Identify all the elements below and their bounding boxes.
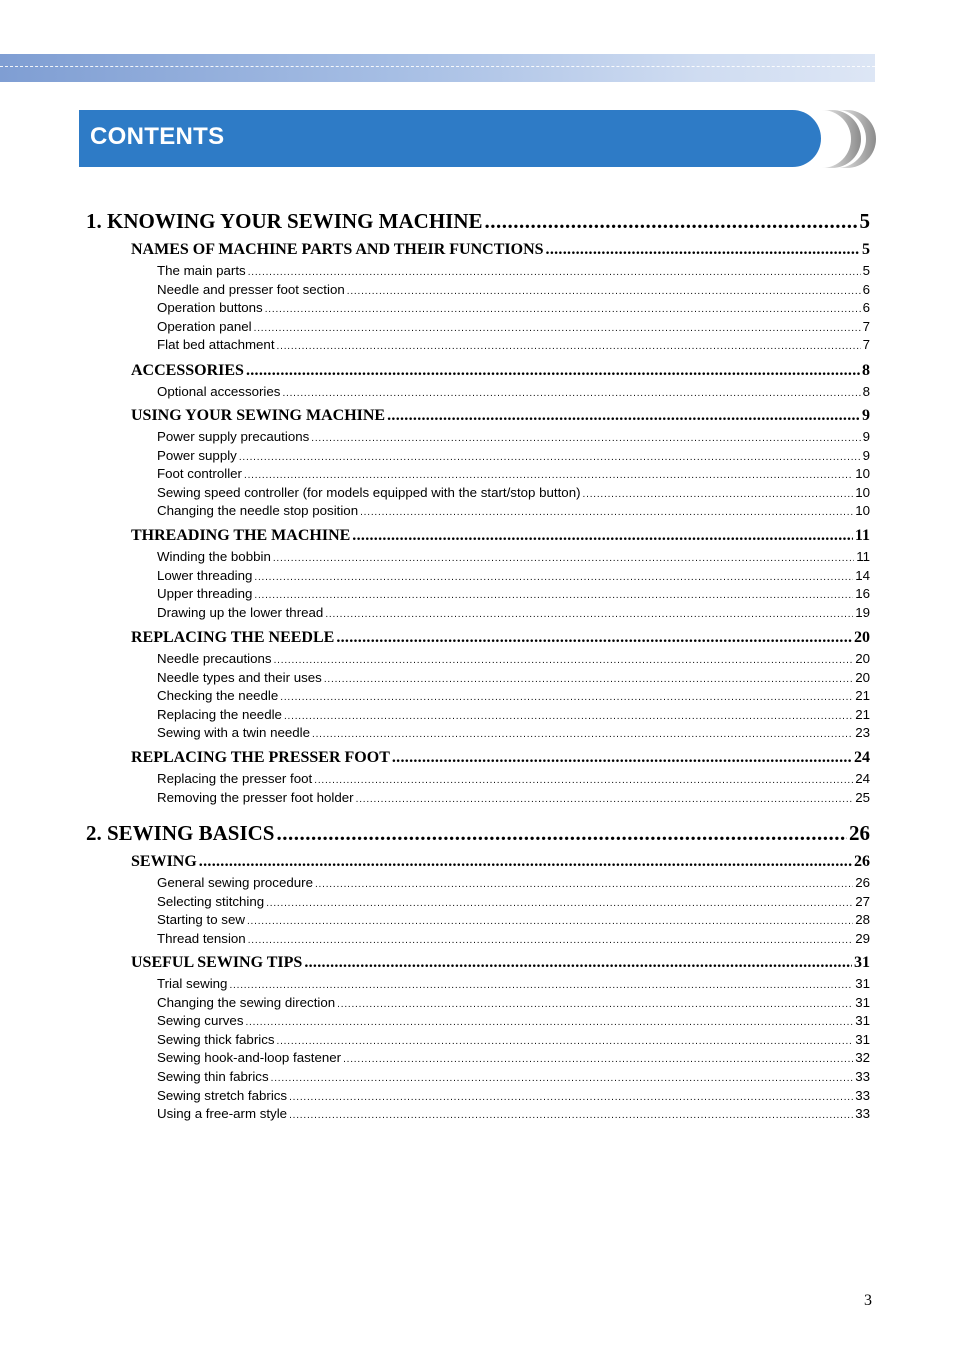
toc-item-entry[interactable] [157,300,870,315]
toc-section-entry-label: USING YOUR SEWING MACHINE [131,407,386,424]
toc-item-entry-label: Changing the sewing direction [157,994,336,1010]
toc-section-entry[interactable] [131,407,870,425]
toc-item-entry-label: Using a free-arm style [157,1106,288,1122]
dot-leader [284,711,853,722]
toc-item-entry-page-number: 25 [855,789,870,805]
toc-item-entry[interactable] [157,1106,870,1121]
toc-item-entry-page-number: 21 [855,688,870,704]
toc-item-entry[interactable] [157,503,870,518]
dot-leader [485,209,858,234]
toc-item-entry[interactable] [157,912,870,927]
dot-leader [352,527,853,545]
dot-leader [315,879,853,890]
toc-item-entry-page-number: 31 [855,976,870,991]
toc-item-entry-label: Sewing thin fabrics [157,1069,269,1084]
dot-leader [277,341,861,352]
toc-item-entry-page-number: 11 [856,549,870,564]
dot-leader [266,898,853,909]
toc-item-entry-page-number: 28 [855,912,870,928]
toc-section-entry-label: THREADING THE MACHINE [131,527,351,544]
toc-item-entry[interactable] [157,707,870,722]
toc-item-entry-page-number: 20 [855,651,870,666]
dot-leader [356,794,854,805]
toc-item-entry-label: The main parts [157,263,246,278]
toc-section-entry-page-number: 20 [854,629,870,646]
toc-item-entry-page-number: 23 [855,725,870,741]
toc-item-entry[interactable] [157,448,870,463]
toc-item-entry-page-number: 9 [862,447,870,463]
dot-leader [324,674,853,685]
dot-leader [325,609,853,620]
dot-leader [229,980,853,991]
toc-item-entry-page-number: 8 [862,384,870,399]
toc-item-entry[interactable] [157,485,870,500]
toc-chapter-entry[interactable] [86,821,870,846]
dot-leader [311,433,860,444]
toc-item-entry-page-number: 33 [855,1069,870,1084]
toc-section-entry-label: REPLACING THE PRESSER FOOT [131,749,390,766]
toc-section-entry[interactable] [131,241,870,259]
toc-section-entry-page-number: 11 [854,527,870,544]
toc-chapter-entry-page-number: 5 [859,209,870,233]
double-arc-decoration-icon [818,110,876,168]
header-band [0,54,875,82]
toc-section-entry-page-number: 8 [862,362,870,379]
toc-item-entry-page-number: 14 [855,567,870,583]
toc-item-entry-label: Optional accessories [157,384,281,399]
toc-section-entry[interactable] [131,629,870,647]
page-title: CONTENTS [90,123,225,150]
toc-item-entry-label: Flat bed attachment [157,337,275,353]
toc-item-entry[interactable] [157,263,870,278]
toc-chapter-entry[interactable] [86,209,870,234]
toc-item-entry-page-number: 20 [855,669,870,685]
toc-item-entry-label: Sewing with a twin needle [157,725,311,741]
toc-item-entry-label: Operation panel [157,318,252,334]
toc-item-entry-label: Winding the bobbin [157,549,271,564]
toc-item-entry-label: Sewing thick fabrics [157,1031,275,1047]
toc-item-entry[interactable] [157,429,870,444]
toc-item-entry[interactable] [157,586,870,601]
toc-item-entry-page-number: 6 [862,281,870,297]
toc-item-entry-label: Removing the presser foot holder [157,789,354,805]
dot-leader [254,323,861,334]
toc-item-entry-page-number: 19 [855,604,870,620]
dot-leader [289,1092,853,1103]
toc-section-entry[interactable] [131,362,870,380]
dot-leader [248,935,854,946]
toc-section-entry-page-number: 24 [854,749,870,766]
toc-item-entry-label: Thread tension [157,930,246,946]
toc-item-entry-page-number: 10 [855,484,870,500]
toc-item-entry-label: Needle precautions [157,651,272,666]
toc-item-entry-page-number: 31 [855,1031,870,1047]
dot-leader [199,853,852,871]
toc-item-entry[interactable] [157,466,870,481]
dot-leader [274,655,854,666]
toc-chapter-entry-label: 2. SEWING BASICS [86,821,275,845]
toc-item-entry[interactable] [157,771,870,786]
toc-item-entry-page-number: 33 [855,1087,870,1103]
toc-item-entry-page-number: 21 [855,706,870,722]
toc-item-entry-label: Sewing stretch fabrics [157,1087,288,1103]
toc-item-entry[interactable] [157,790,870,805]
toc-item-entry-label: Selecting stitching [157,893,265,909]
dot-leader [337,999,853,1010]
toc-item-entry-page-number: 9 [862,429,870,444]
toc-item-entry-page-number: 10 [855,466,870,482]
toc-item-entry-page-number: 5 [862,263,870,278]
toc-item-entry-page-number: 33 [855,1106,870,1122]
dot-leader [387,407,860,425]
dot-leader [245,1017,853,1028]
toc-item-entry-page-number: 31 [855,1013,870,1029]
toc-section-entry-label: ACCESSORIES [131,362,244,379]
dot-leader [546,241,860,259]
toc-item-entry-label: Lower threading [157,567,253,583]
toc-item-entry[interactable] [157,1088,870,1103]
toc-item-entry-page-number: 32 [855,1050,870,1066]
toc-section-entry-label: USEFUL SEWING TIPS [131,954,303,971]
toc-item-entry[interactable] [157,976,870,991]
dot-leader [304,954,852,972]
toc-section-entry[interactable] [131,527,870,545]
toc-item-entry[interactable] [157,549,870,564]
toc-item-entry-page-number: 31 [855,994,870,1010]
dot-leader [289,1110,853,1121]
toc-item-entry-label: Replacing the presser foot [157,771,313,786]
toc-item-entry[interactable] [157,931,870,946]
toc-item-entry-label: Checking the needle [157,688,279,704]
dot-leader [343,1054,853,1065]
toc-section-entry[interactable] [131,749,870,767]
toc-item-entry-page-number: 27 [855,893,870,909]
toc-section-entry-label: NAMES OF MACHINE PARTS AND THEIR FUNCTIONS [131,241,544,258]
toc-item-entry-page-number: 7 [862,337,870,353]
toc-item-entry-label: Power supply precautions [157,429,310,444]
contents-title-bar [79,110,821,167]
toc-chapter-entry-label: 1. KNOWING YOUR SEWING MACHINE [86,209,483,233]
toc-item-entry[interactable] [157,1032,870,1047]
dot-leader [314,775,853,786]
toc-item-entry[interactable] [157,1013,870,1028]
toc-section-entry-label: SEWING [131,853,197,870]
toc-item-entry-label: Power supply [157,447,237,463]
toc-section-entry-label: REPLACING THE NEEDLE [131,629,335,646]
toc-item-entry-label: Sewing curves [157,1013,244,1029]
dot-leader [239,452,861,463]
toc-item-entry-page-number: 16 [855,586,870,602]
toc-item-entry-label: Upper threading [157,586,253,602]
dot-leader [254,572,853,583]
dot-leader [271,1073,854,1084]
dot-leader [277,1036,854,1047]
dot-leader [312,729,853,740]
toc-item-entry-label: Changing the needle stop position [157,503,359,519]
dot-leader [273,553,854,564]
toc-item-entry[interactable] [157,688,870,703]
dot-leader [244,470,853,481]
toc-section-entry-page-number: 31 [854,954,870,971]
toc-item-entry[interactable] [157,725,870,740]
toc-item-entry-page-number: 29 [855,930,870,946]
dot-leader [360,507,853,518]
dot-leader [247,916,853,927]
toc-section-entry[interactable] [131,954,870,972]
toc-item-entry[interactable] [157,875,870,890]
toc-item-entry[interactable] [157,1050,870,1065]
toc-item-entry-page-number: 26 [855,875,870,890]
toc-item-entry-label: Sewing hook-and-loop fastener [157,1050,342,1066]
toc-item-entry[interactable] [157,319,870,334]
toc-item-entry-label: Drawing up the lower thread [157,604,324,620]
toc-item-entry[interactable] [157,282,870,297]
toc-item-entry-label: Replacing the needle [157,706,282,722]
dot-leader [280,692,853,703]
dot-leader [282,388,860,399]
toc-item-entry[interactable] [157,670,870,685]
toc-item-entry[interactable] [157,1069,870,1084]
toc-item-entry[interactable] [157,995,870,1010]
toc-section-entry-page-number: 26 [854,853,870,870]
toc-item-entry-label: Starting to sew [157,912,245,928]
dot-leader [392,749,852,767]
toc-item-entry-label: Foot controller [157,466,242,482]
toc-chapter-entry-page-number: 26 [849,821,870,845]
toc-item-entry-label: Needle and presser foot section [157,281,345,297]
toc-item-entry[interactable] [157,894,870,909]
toc-item-entry[interactable] [157,605,870,620]
toc-section-entry[interactable] [131,853,870,871]
toc-item-entry-label: General sewing procedure [157,875,313,890]
dot-leader [276,821,847,846]
dot-leader [583,489,854,500]
toc-section-entry-page-number: 9 [862,407,870,424]
dot-leader [254,590,853,601]
toc-item-entry[interactable] [157,384,870,399]
toc-item-entry-page-number: 24 [855,771,870,786]
toc-item-entry-label: Needle types and their uses [157,669,322,685]
toc-item-entry-page-number: 6 [862,300,870,316]
dot-leader [347,286,861,297]
toc-item-entry[interactable] [157,651,870,666]
toc-item-entry-page-number: 10 [855,503,870,519]
dot-leader [248,267,861,278]
toc-item-entry[interactable] [157,337,870,352]
toc-item-entry-page-number: 7 [862,318,870,334]
dot-leader [336,629,852,647]
toc-item-entry-label: Operation buttons [157,300,263,316]
toc-item-entry-label: Sewing speed controller (for models equipped with the start/stop button) [157,484,581,500]
dot-leader [265,304,861,315]
dot-leader [246,362,860,380]
toc-item-entry[interactable] [157,568,870,583]
toc-section-entry-page-number: 5 [862,241,870,258]
header-band-dash-line [0,66,875,67]
page-number: 3 [864,1292,872,1309]
toc-item-entry-label: Trial sewing [157,976,228,991]
